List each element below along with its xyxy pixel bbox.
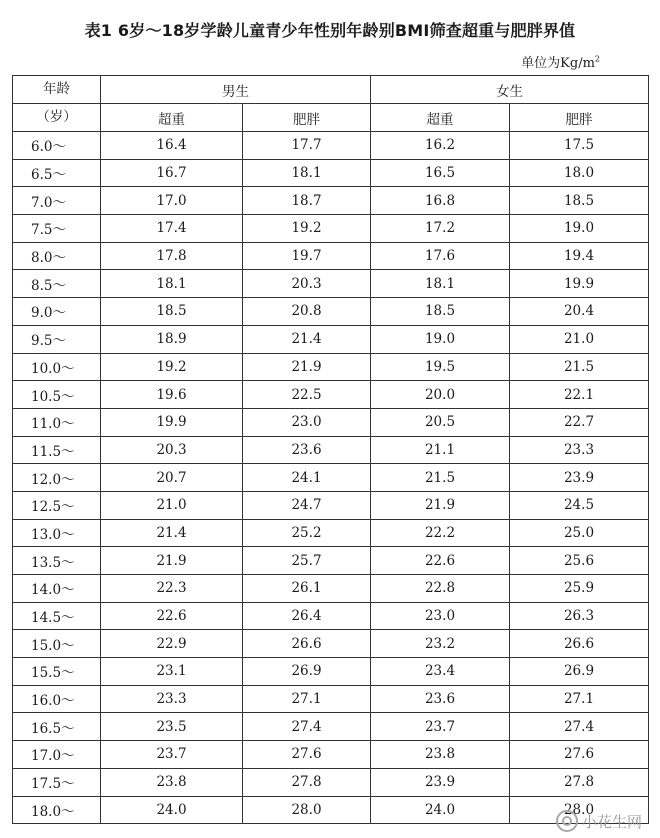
boys-overweight-cell: 20.3: [101, 436, 243, 464]
header-row-2: [13, 104, 649, 132]
age-cell: 9.0～: [13, 298, 101, 326]
boys-overweight-cell: 23.3: [101, 685, 243, 713]
girls-overweight-cell: 17.2: [371, 215, 510, 243]
boys-overweight-cell: 24.0: [101, 796, 243, 824]
girls-overweight-cell: 23.9: [371, 768, 510, 796]
age-unit-header: （岁）: [13, 104, 101, 132]
unit-text: 单位为Kg/m: [521, 56, 595, 71]
girls-overweight-cell: 21.5: [371, 464, 510, 492]
girls-obese-cell: 22.1: [510, 381, 649, 409]
age-header: 年龄: [13, 76, 101, 104]
table-row: [13, 187, 649, 215]
boys-overweight-cell: 17.0: [101, 187, 243, 215]
girls-overweight-cell: 23.6: [371, 685, 510, 713]
girls-obese-cell: 25.9: [510, 575, 649, 603]
boys-overweight-cell: 23.7: [101, 741, 243, 769]
girls-obese-cell: 17.5: [510, 132, 649, 160]
age-cell: 13.0～: [13, 519, 101, 547]
watermark-text: 小花生网: [581, 812, 642, 831]
age-cell: 7.5～: [13, 215, 101, 243]
boys-header: 男生: [101, 76, 371, 104]
table-row: [13, 768, 649, 796]
table-row: [13, 519, 649, 547]
table-row: [13, 159, 649, 187]
girls-overweight-cell: 23.2: [371, 630, 510, 658]
table-row: [13, 353, 649, 381]
girls-obese-cell: 20.4: [510, 298, 649, 326]
age-cell: 16.5～: [13, 713, 101, 741]
girls-overweight-cell: 23.7: [371, 713, 510, 741]
boys-obese-cell: 19.7: [243, 242, 371, 270]
girls-obese-cell: 24.5: [510, 491, 649, 519]
boys-overweight-cell: 19.2: [101, 353, 243, 381]
boys-obese-cell: 27.8: [243, 768, 371, 796]
boys-obese-cell: 25.2: [243, 519, 371, 547]
age-cell: 18.0～: [13, 796, 101, 824]
girls-obese-header: 肥胖: [510, 104, 649, 132]
age-cell: 10.5～: [13, 381, 101, 409]
age-cell: 16.0～: [13, 685, 101, 713]
boys-overweight-cell: 22.6: [101, 602, 243, 630]
boys-overweight-cell: 19.6: [101, 381, 243, 409]
boys-overweight-cell: 22.9: [101, 630, 243, 658]
boys-obese-cell: 26.6: [243, 630, 371, 658]
girls-obese-cell: 21.0: [510, 325, 649, 353]
girls-obese-cell: 25.0: [510, 519, 649, 547]
table-row: [13, 602, 649, 630]
table-row: [13, 713, 649, 741]
age-cell: 11.5～: [13, 436, 101, 464]
girls-overweight-cell: 21.9: [371, 491, 510, 519]
age-cell: 15.5～: [13, 658, 101, 686]
girls-overweight-cell: 22.6: [371, 547, 510, 575]
wechat-icon: [556, 810, 578, 832]
girls-overweight-cell: 23.8: [371, 741, 510, 769]
girls-obese-cell: 26.3: [510, 602, 649, 630]
table-row: [13, 298, 649, 326]
boys-obese-cell: 20.3: [243, 270, 371, 298]
boys-overweight-cell: 22.3: [101, 575, 243, 603]
age-cell: 6.5～: [13, 159, 101, 187]
girls-overweight-cell: 19.5: [371, 353, 510, 381]
girls-overweight-cell: 16.2: [371, 132, 510, 160]
table-row: [13, 215, 649, 243]
boys-overweight-cell: 17.8: [101, 242, 243, 270]
table-row: [13, 381, 649, 409]
age-cell: 14.5～: [13, 602, 101, 630]
girls-obese-cell: 18.5: [510, 187, 649, 215]
watermark: [556, 810, 642, 832]
unit-note: [521, 52, 600, 71]
girls-obese-cell: 25.6: [510, 547, 649, 575]
girls-obese-cell: 27.6: [510, 741, 649, 769]
girls-header: 女生: [371, 76, 649, 104]
age-cell: 7.0～: [13, 187, 101, 215]
table-row: [13, 741, 649, 769]
boys-obese-cell: 27.1: [243, 685, 371, 713]
age-cell: 12.0～: [13, 464, 101, 492]
boys-overweight-cell: 20.7: [101, 464, 243, 492]
boys-obese-cell: 27.6: [243, 741, 371, 769]
girls-overweight-cell: 24.0: [371, 796, 510, 824]
boys-overweight-cell: 17.4: [101, 215, 243, 243]
age-cell: 12.5～: [13, 491, 101, 519]
girls-obese-cell: 26.9: [510, 658, 649, 686]
table-row: [13, 464, 649, 492]
age-cell: 13.5～: [13, 547, 101, 575]
boys-overweight-cell: 16.7: [101, 159, 243, 187]
girls-overweight-cell: 17.6: [371, 242, 510, 270]
age-cell: 14.0～: [13, 575, 101, 603]
unit-exponent: 2: [594, 54, 600, 64]
table-body: [13, 132, 649, 824]
girls-overweight-cell: 19.0: [371, 325, 510, 353]
boys-obese-cell: 26.9: [243, 658, 371, 686]
girls-obese-cell: 26.6: [510, 630, 649, 658]
boys-overweight-cell: 21.4: [101, 519, 243, 547]
boys-overweight-header: 超重: [101, 104, 243, 132]
girls-overweight-cell: 16.5: [371, 159, 510, 187]
boys-overweight-cell: 18.5: [101, 298, 243, 326]
girls-overweight-cell: 21.1: [371, 436, 510, 464]
boys-overweight-cell: 19.9: [101, 408, 243, 436]
boys-obese-cell: 17.7: [243, 132, 371, 160]
boys-overweight-cell: 23.5: [101, 713, 243, 741]
table-row: [13, 685, 649, 713]
girls-overweight-cell: 22.2: [371, 519, 510, 547]
girls-overweight-cell: 22.8: [371, 575, 510, 603]
girls-obese-cell: 21.5: [510, 353, 649, 381]
table-row: [13, 796, 649, 824]
table-row: [13, 270, 649, 298]
boys-obese-cell: 18.7: [243, 187, 371, 215]
bmi-table: [12, 75, 649, 824]
boys-obese-cell: 20.8: [243, 298, 371, 326]
boys-obese-cell: 26.4: [243, 602, 371, 630]
girls-obese-cell: 18.0: [510, 159, 649, 187]
boys-overweight-cell: 18.9: [101, 325, 243, 353]
table-row: [13, 630, 649, 658]
girls-overweight-cell: 23.4: [371, 658, 510, 686]
girls-overweight-cell: 23.0: [371, 602, 510, 630]
age-cell: 9.5～: [13, 325, 101, 353]
girls-obese-cell: 28.0: [510, 796, 649, 824]
boys-obese-cell: 27.4: [243, 713, 371, 741]
girls-obese-cell: 19.9: [510, 270, 649, 298]
boys-obese-cell: 21.9: [243, 353, 371, 381]
girls-overweight-cell: 20.0: [371, 381, 510, 409]
girls-overweight-header: 超重: [371, 104, 510, 132]
boys-obese-cell: 21.4: [243, 325, 371, 353]
boys-overweight-cell: 21.0: [101, 491, 243, 519]
boys-obese-cell: 19.2: [243, 215, 371, 243]
age-cell: 17.0～: [13, 741, 101, 769]
table-title: 表1 6岁～18岁学龄儿童青少年性别年龄别BMI筛查超重与肥胖界值: [84, 21, 576, 40]
table-row: [13, 547, 649, 575]
girls-obese-cell: 27.4: [510, 713, 649, 741]
boys-overweight-cell: 21.9: [101, 547, 243, 575]
girls-overweight-cell: 20.5: [371, 408, 510, 436]
boys-obese-cell: 22.5: [243, 381, 371, 409]
boys-obese-cell: 25.7: [243, 547, 371, 575]
age-cell: 15.0～: [13, 630, 101, 658]
girls-obese-cell: 19.4: [510, 242, 649, 270]
girls-obese-cell: 22.7: [510, 408, 649, 436]
table-row: [13, 132, 649, 160]
age-cell: 8.0～: [13, 242, 101, 270]
girls-overweight-cell: 16.8: [371, 187, 510, 215]
girls-overweight-cell: 18.1: [371, 270, 510, 298]
table-row: [13, 575, 649, 603]
table-row: [13, 658, 649, 686]
age-cell: 8.5～: [13, 270, 101, 298]
age-cell: 11.0～: [13, 408, 101, 436]
boys-overweight-cell: 18.1: [101, 270, 243, 298]
girls-obese-cell: 23.3: [510, 436, 649, 464]
girls-obese-cell: 27.8: [510, 768, 649, 796]
table-row: [13, 242, 649, 270]
boys-overweight-cell: 16.4: [101, 132, 243, 160]
table-row: [13, 325, 649, 353]
girls-obese-cell: 27.1: [510, 685, 649, 713]
girls-overweight-cell: 18.5: [371, 298, 510, 326]
boys-overweight-cell: 23.8: [101, 768, 243, 796]
boys-overweight-cell: 23.1: [101, 658, 243, 686]
age-cell: 10.0～: [13, 353, 101, 381]
age-cell: 6.0～: [13, 132, 101, 160]
boys-obese-header: 肥胖: [243, 104, 371, 132]
boys-obese-cell: 26.1: [243, 575, 371, 603]
boys-obese-cell: 23.6: [243, 436, 371, 464]
header-row-1: [13, 76, 649, 104]
table-row: [13, 408, 649, 436]
boys-obese-cell: 28.0: [243, 796, 371, 824]
boys-obese-cell: 23.0: [243, 408, 371, 436]
table-row: [13, 436, 649, 464]
boys-obese-cell: 24.1: [243, 464, 371, 492]
girls-obese-cell: 19.0: [510, 215, 649, 243]
boys-obese-cell: 24.7: [243, 491, 371, 519]
girls-obese-cell: 23.9: [510, 464, 649, 492]
table-row: [13, 491, 649, 519]
age-cell: 17.5～: [13, 768, 101, 796]
boys-obese-cell: 18.1: [243, 159, 371, 187]
